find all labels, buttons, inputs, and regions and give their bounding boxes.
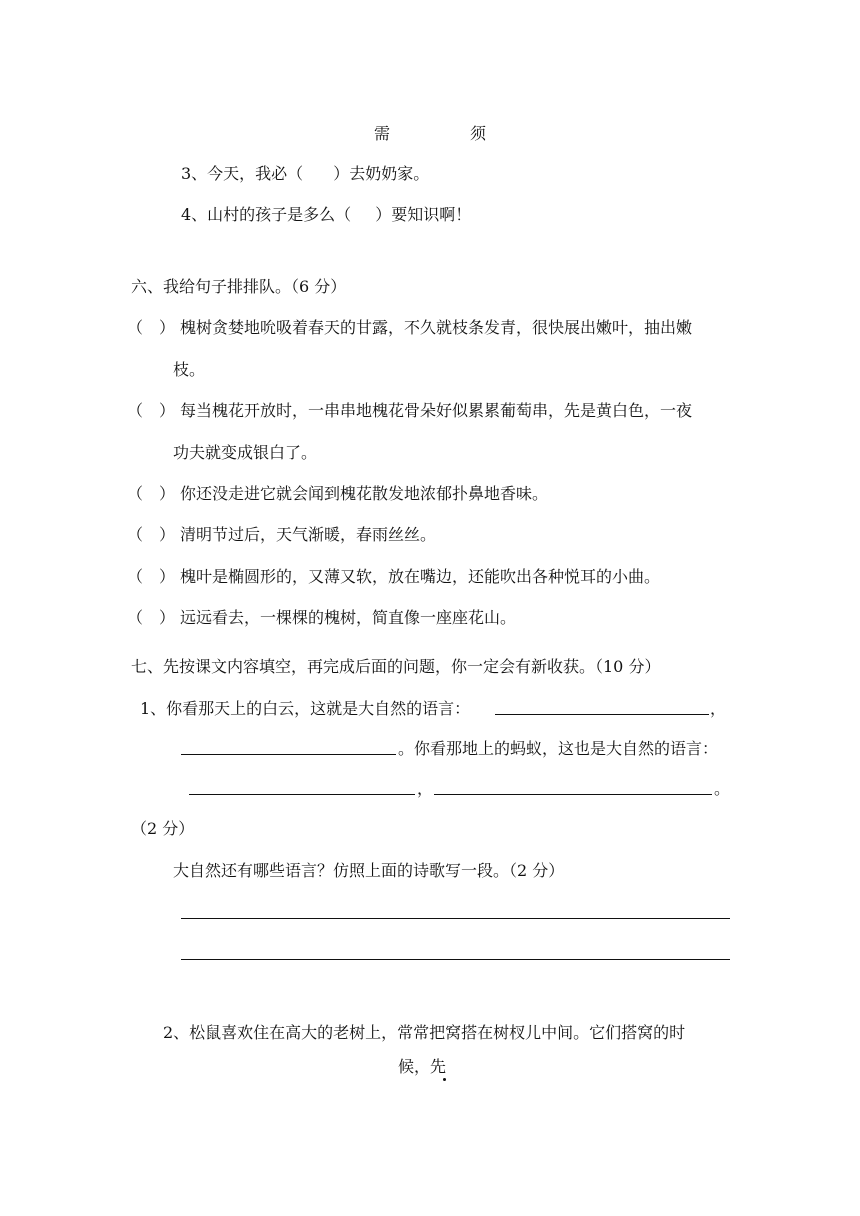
- order-bracket[interactable]: （ ）: [127, 567, 176, 586]
- fill-item-3-after: ）去奶奶家。: [333, 164, 430, 183]
- fill-item-3: [181, 164, 429, 184]
- word-xu-must: 须: [470, 124, 487, 143]
- order-bracket[interactable]: （ ）: [127, 401, 176, 420]
- fill-item-4-after: ）要知识啊！: [375, 205, 472, 224]
- q1-line1: [140, 699, 470, 719]
- q2-line2: 候，先: [398, 1057, 447, 1076]
- answer-line-1[interactable]: [181, 918, 730, 919]
- fill-item-4-before: 4、山村的孩子是多么（: [181, 205, 352, 224]
- order-bracket[interactable]: （ ）: [127, 608, 176, 627]
- section7-title: 七、先按课文内容填空，再完成后面的问题，你一定会有新收获。（10 分）: [131, 657, 661, 676]
- word-xu-need: 需: [374, 124, 391, 143]
- emphasis-dot: [443, 1078, 446, 1081]
- item-line: 槐树贪婪地吮吸着春天的甘露，不久就枝条发青，很快展出嫩叶，抽出嫩: [180, 318, 693, 337]
- q1-score: （2 分）: [131, 819, 195, 838]
- q1-blank-3[interactable]: [189, 778, 415, 795]
- q1-comma: ，: [710, 699, 727, 718]
- q1-line2: 。你看那地上的蚂蚁，这也是大自然的语言：: [398, 739, 719, 758]
- order-bracket[interactable]: （ ）: [127, 318, 176, 337]
- fill-item-3-before: 3、今天，我必（: [181, 164, 304, 183]
- item-line: 每当槐花开放时，一串串地槐花骨朵好似累累葡萄串，先是黄白色，一夜: [180, 401, 693, 420]
- item-line: 你还没走进它就会闻到槐花散发地浓郁扑鼻地香味。: [180, 484, 549, 503]
- item-line: 远远看去，一棵棵的槐树，简直像一座座花山。: [180, 608, 517, 627]
- q1-line3-end: 。: [714, 779, 731, 798]
- q1-blank-4[interactable]: [434, 778, 712, 795]
- q1-blank-1[interactable]: [495, 698, 709, 715]
- item-line: 清明节过后，天气渐暖，春雨丝丝。: [180, 525, 437, 544]
- order-bracket[interactable]: （ ）: [127, 484, 176, 503]
- q1-text: 1、你看那天上的白云，这就是大自然的语言：: [140, 699, 471, 718]
- section6-title: 六、我给句子排排队。（6 分）: [131, 277, 347, 296]
- item-line: 槐叶是椭圆形的，又薄又软，放在嘴边，还能吹出各种悦耳的小曲。: [180, 567, 661, 586]
- q1-blank-2[interactable]: [181, 738, 396, 755]
- fill-item-4: [181, 205, 471, 225]
- order-bracket[interactable]: （ ）: [127, 525, 176, 544]
- item-line-cont: 枝。: [173, 360, 206, 379]
- item-line-cont: 功夫就变成银白了。: [173, 443, 318, 462]
- q2-line1: 2、松鼠喜欢住在高大的老树上，常常把窝搭在树杈儿中间。它们搭窝的时: [163, 1023, 686, 1042]
- q1-extra-prompt: 大自然还有哪些语言？仿照上面的诗歌写一段。（2 分）: [173, 861, 565, 880]
- q1-line3-comma: ，: [417, 779, 434, 798]
- answer-line-2[interactable]: [181, 959, 730, 960]
